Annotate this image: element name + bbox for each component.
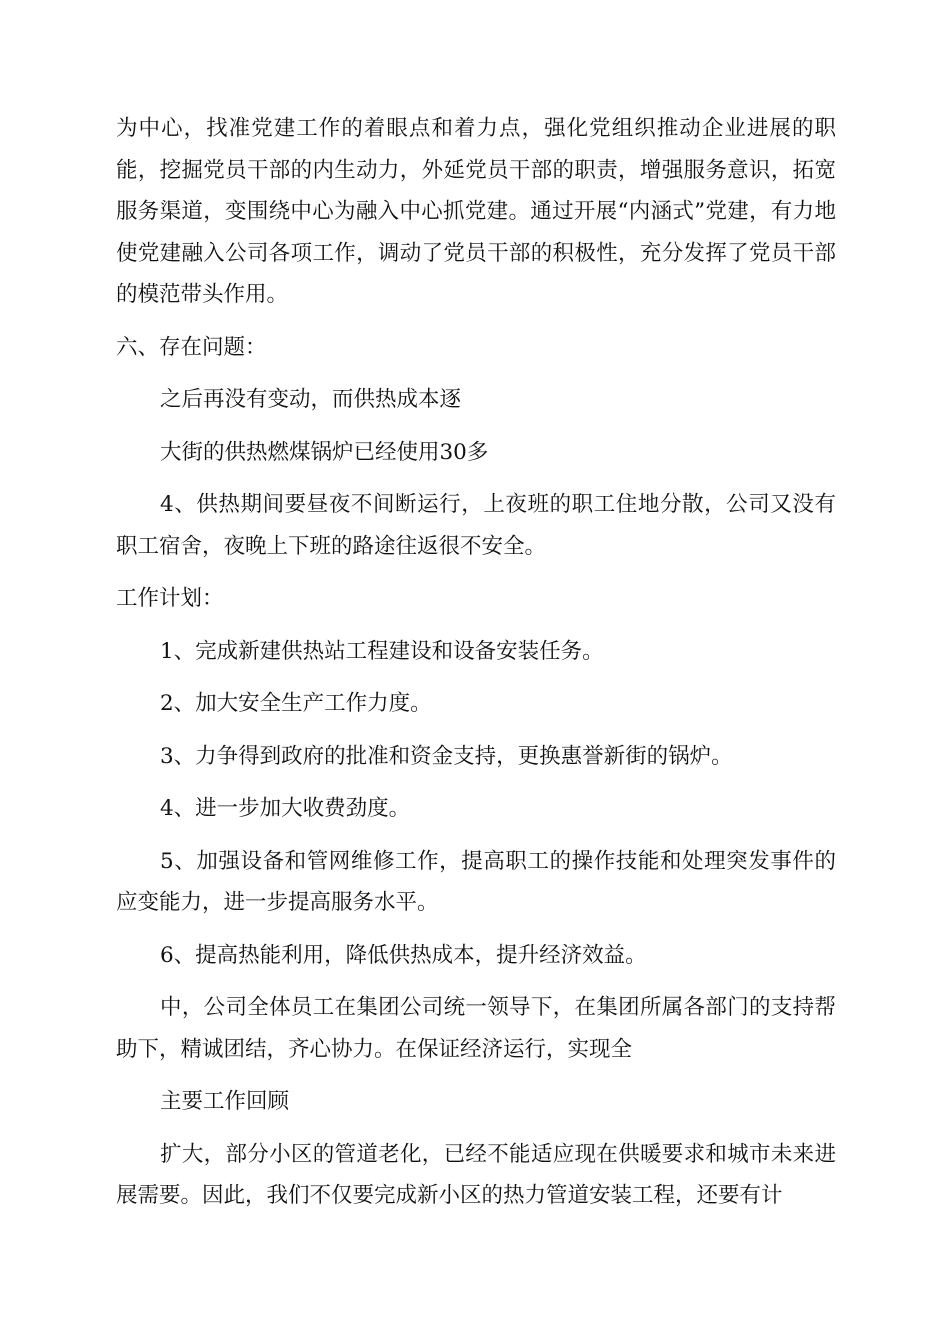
plan-item-5: 5、加强设备和管网维修工作，提高职工的操作技能和处理突发事件的应变能力，进一步提高服务水平。 [116,848,836,915]
plan-item-2: 2、加大安全生产工作力度。 [160,691,432,716]
heading-work-review: 主要工作回顾 [160,1089,290,1114]
paragraph-party-building: 为中心，找准党建工作的着眼点和着力点，强化党组织推动企业进展的职能，挖掘党员干部的内生动力，外延党员干部的职责，增强服务意识，拓宽服务渠道，变围绕中心为融入中心抓党建。通过开展“内涵式”党建，有力地使党建融入公司各项工作，调动了党员干部的积极性，充分发挥了党员干部的模范带头作用。 [116,116,836,307]
heading-existing-problems: 六、存在问题： [116,334,267,360]
plan-item-3: 3、力争得到政府的批准和资金支持，更换惠誉新街的锅炉。 [160,743,733,769]
plan-item-4: 4、进一步加大收费劲度。 [160,796,411,821]
paragraph-company-unity: 中，公司全体员工在集团公司统一领导下，在集团所属各部门的支持帮助下，精诚团结，齐心协力。在保证经济运行，实现全 [116,995,836,1062]
plan-item-6: 6、提高热能利用，降低供热成本，提升经济效益。 [160,942,647,968]
plan-item-1: 1、完成新建供热站工程建设和设备安装任务。 [160,638,604,664]
paragraph-cost-rising: 之后再没有变动，而供热成本逐 [160,387,462,412]
paragraph-night-shift: 4、供热期间要昼夜不间断运行，上夜班的职工住地分散，公司又没有职工宿舍，夜晚上下班的路途往返很不安全。 [116,492,836,559]
document-page [116,108,836,1217]
paragraph-boiler-age: 大街的供热燃煤锅炉已经使用30多 [160,439,489,465]
heading-work-plan: 工作计划： [116,586,224,611]
paragraph-pipeline-aging: 扩大，部分小区的管道老化，已经不能适应现在供暖要求和城市未来进展需要。因此，我们不仅要完成新小区的热力管道安装工程，还要有计 [116,1141,836,1208]
